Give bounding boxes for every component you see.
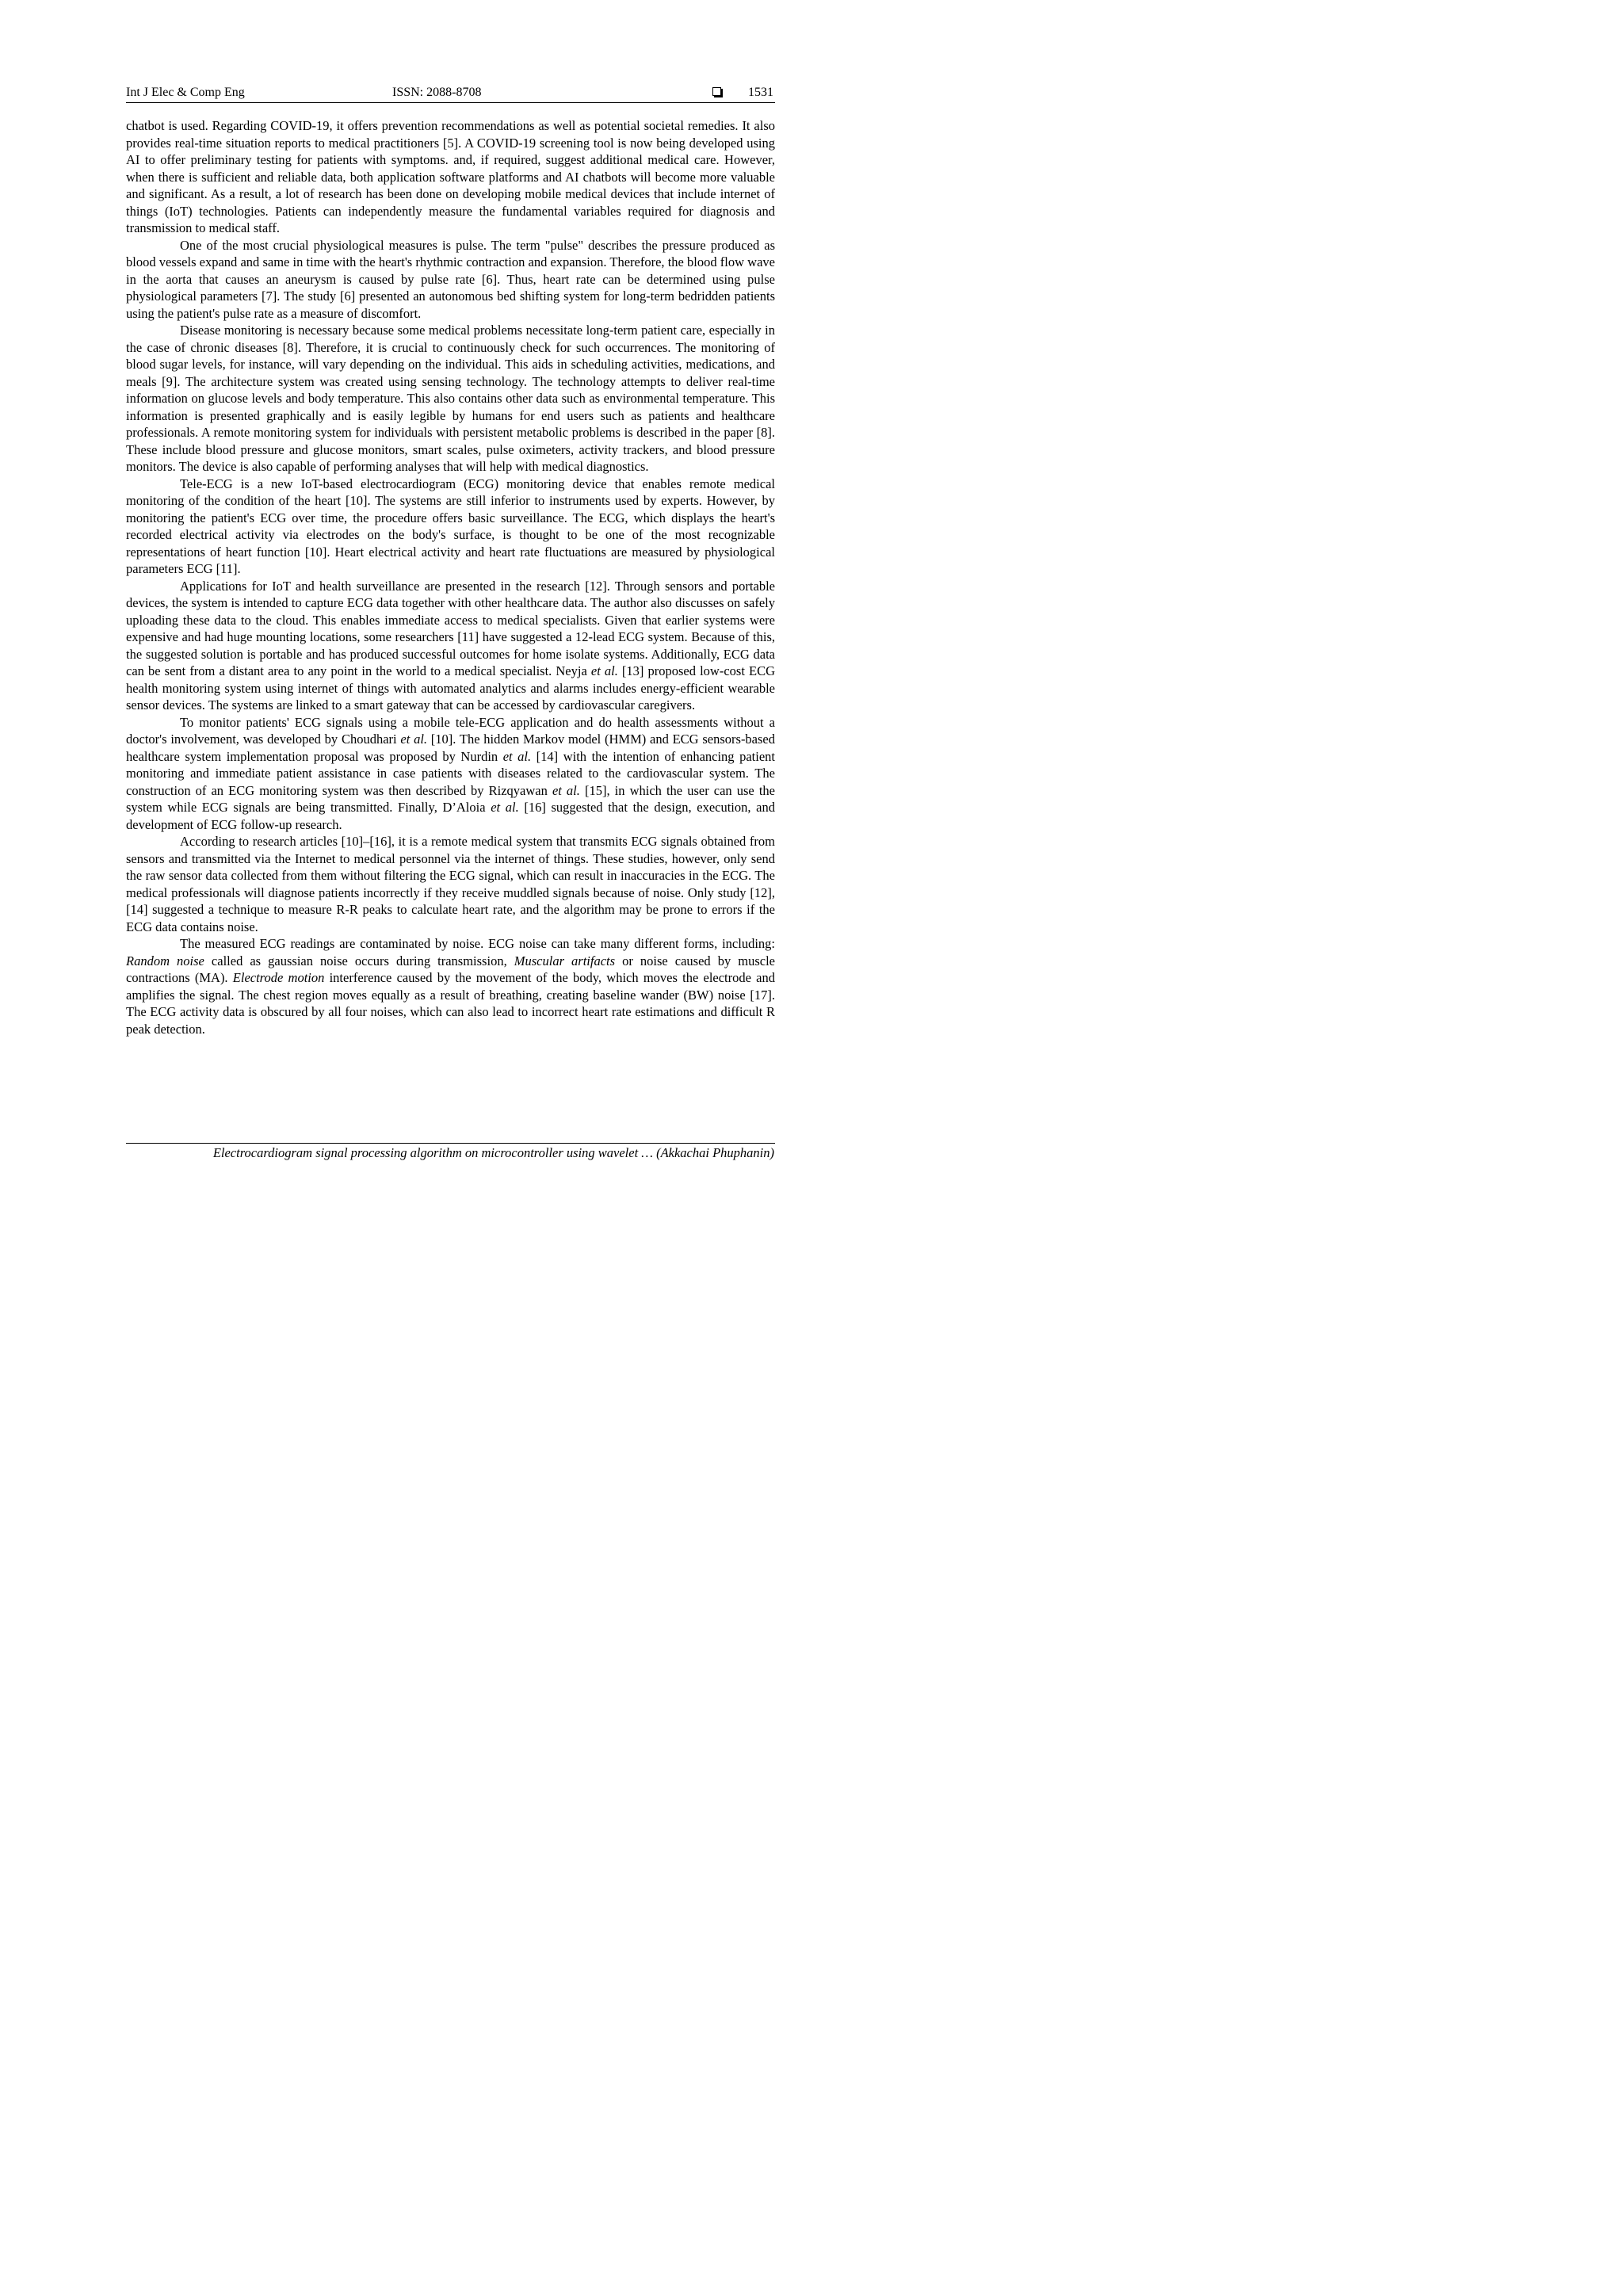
text-run: According to research articles [10]–[16], it is a remote medical system that transmits ECG signals obtained from sensors and transmitted via the Internet to medical personnel via the internet of things. These studies, however, only send the raw sensor data collected from them without filtering the ECG signal, which can result in inaccuracies in the ECG. The medical professionals will diagnose patients incorrectly if they receive muddled signals because of noise. Only study [12], [14] suggested a technique to measure R-R peaks to calculate heart rate, and the algorithm may be prone to errors if the ECG data contains noise. bbox=[126, 834, 775, 934]
issn-number: ISSN: 2088-8708 bbox=[392, 86, 482, 99]
italic-run: Electrode motion bbox=[232, 970, 325, 985]
square-box-icon bbox=[712, 87, 721, 96]
text-run: To monitor patients' ECG signals using a mobile tele-ECG application and do health assessments without a doctor's involvement, was developed by Choudhari bbox=[126, 714, 775, 747]
italic-run: et al. bbox=[400, 732, 428, 747]
text-run: [16] suggested that the design, execution, and development of ECG follow-up research. bbox=[126, 800, 775, 832]
running-footer: Electrocardiogram signal processing algorithm on microcontroller using wavelet … (Akkachai Phuphanin) bbox=[212, 1145, 774, 1160]
paragraph bbox=[126, 935, 775, 1037]
paragraph bbox=[126, 237, 775, 323]
text-run: called as gaussian noise occurs during transmission, bbox=[204, 953, 514, 968]
journal-name: Int J Elec & Comp Eng bbox=[126, 86, 245, 99]
text-run: [15], in which the user can use the system while ECG signals are being transmitted. Finally, D’Aloia bbox=[126, 782, 775, 815]
text-run: Disease monitoring is necessary because some medical problems necessitate long-term patient care, especially in the case of chronic diseases [8]. Therefore, it is crucial to continuously check for such occurrences. The monitoring of blood sugar levels, for instance, will vary depending on the individual. This aids in scheduling activities, medications, and meals [9]. The architecture system was created using sensing technology. The technology attempts to deliver real-time information on glucose levels and body temperature. This also contains other data such as environmental temperature. This information is presented graphically and is easily legible by humans for end users such as patients and healthcare professionals. A remote monitoring system for individuals with persistent metabolic problems is described in the paper [8]. These include blood pressure and glucose monitors, smart scales, pulse oximeters, activity trackers, and blood pressure monitors. The device is also capable of performing analyses that will help with medical diagnostics. bbox=[126, 323, 775, 474]
italic-run: et al. bbox=[590, 663, 618, 678]
body-text bbox=[126, 117, 775, 1037]
text-run: The measured ECG readings are contaminated by noise. ECG noise can take many different forms, including: bbox=[180, 936, 775, 951]
header-rule bbox=[126, 102, 775, 103]
paragraph bbox=[126, 476, 775, 578]
italic-run: Muscular artifacts bbox=[514, 953, 616, 968]
paragraph bbox=[126, 714, 775, 834]
paragraph bbox=[126, 833, 775, 935]
text-run: interference caused by the movement of the body, which moves the electrode and amplifies the signal. The chest region moves equally as a result of breathing, creating baseline wander (BW) noise [17]. The ECG activity data is obscured by all four noises, which can also lead to incorrect heart rate estimations and difficult R peak detection. bbox=[126, 970, 775, 1037]
italic-run: Random noise bbox=[126, 953, 204, 968]
paragraph bbox=[126, 117, 775, 237]
italic-run: et al. bbox=[502, 748, 532, 764]
paper-page bbox=[0, 0, 888, 1255]
text-run: Applications for IoT and health surveillance are presented in the research [12]. Through sensors and portable devices, the system is intended to capture ECG data together with other healthcare data. The author also discusses on safely uploading these data to the cloud. This enables immediate access to medical specialists. Given that earlier systems were expensive and had huge mounting locations, some researchers [11] have suggested a 12-lead ECG system. Because of this, the suggested solution is portable and has produced successful outcomes for home isolate systems. Additionally, ECG data can be sent from a distant area to any point in the world to a medical specialist. Neyja bbox=[126, 578, 775, 678]
text-run: [10]. The hidden Markov model (HMM) and ECG sensors-based healthcare system implementation proposal was proposed by Nurdin bbox=[126, 732, 776, 764]
text-run: One of the most crucial physiological measures is pulse. The term "pulse" describes the pressure produced as blood vessels expand and same in time with the heart's rhythmic contraction and expansion. Therefore, the blood flow wave in the aorta that causes an aneurysm is caused by pulse rate [6]. Thus, heart rate can be determined using pulse physiological parameters [7]. The study [6] presented an autonomous bed shifting system for long-term bedridden patients using the patient's pulse rate as a measure of discomfort. bbox=[126, 237, 775, 321]
text-run: chatbot is used. Regarding COVID-19, it offers prevention recommendations as well as potential societal remedies. It also provides real-time situation reports to medical practitioners [5]. A COVID-19 screening tool is now being developed using AI to offer preliminary testing for patients with symptoms. and, if required, suggest additional medical care. However, when there is sufficient and reliable data, both application software platforms and AI chatbots will become more valuable and significant. As a result, a lot of research has been done on developing mobile medical devices that include internet of things (IoT) technologies. Patients can independently measure the fundamental variables required for diagnosis and transmission to medical staff. bbox=[126, 118, 775, 235]
paragraph bbox=[126, 322, 775, 476]
italic-run: et al. bbox=[552, 782, 580, 798]
page-number: 1531 bbox=[748, 86, 773, 99]
text-run: or noise caused by muscle contractions (MA). bbox=[126, 953, 775, 985]
text-run: [14] with the intention of enhancing patient monitoring and immediate patient assistance in case patients with diseases related to the cardiovascular system. The construction of an ECG monitoring system was then described by Rizqyawan bbox=[126, 748, 775, 798]
text-run: Tele-ECG is a new IoT-based electrocardiogram (ECG) monitoring device that enables remote medical monitoring of the condition of the heart [10]. The systems are still inferior to instruments used by experts. However, by monitoring the patient's ECG over time, the procedure offers basic surveillance. The ECG, which displays the heart's recorded electrical activity via electrodes on the body's surface, is thought to be one of the most recognizable representations of heart function [10]. Heart electrical activity and heart rate fluctuations are measured by physiological parameters ECG [11]. bbox=[126, 476, 775, 576]
italic-run: et al. bbox=[491, 800, 519, 815]
footer-rule bbox=[126, 1143, 775, 1144]
paragraph bbox=[126, 578, 775, 714]
page-header bbox=[126, 84, 775, 101]
text-run: [13] proposed low-cost ECG health monitoring system using internet of things with automated analytics and alarms includes energy-efficient wearable sensor devices. The systems are linked to a smart gateway that can be accessed by cardiovascular caregivers. bbox=[126, 663, 775, 712]
